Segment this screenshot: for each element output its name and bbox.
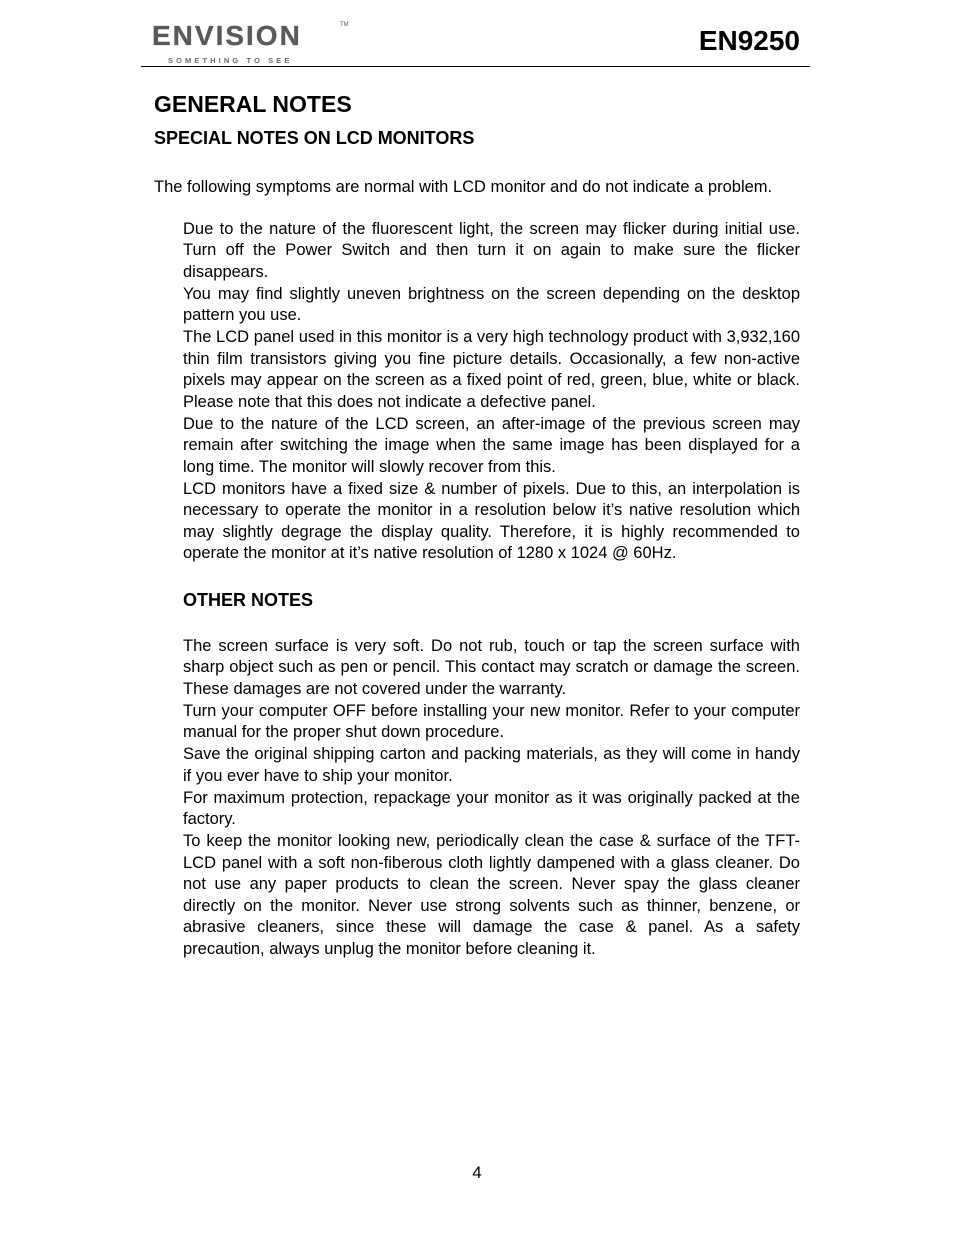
list-item: For maximum protection, repackage your monitor as it was originally packed at the factory.: [183, 788, 800, 828]
other-notes-list: [183, 636, 800, 961]
list-item: You may find slightly uneven brightness on the screen depending on the desktop pattern you use.: [183, 284, 800, 324]
lcd-notes-list: [183, 219, 800, 565]
list-item: LCD monitors have a fixed size & number of pixels. Due to this, an interpolation is necessary to operate the monitor in a resolution below it’s native resolution which may slightly degrage the display quality. Therefore, it is highly recommended to operate the monitor at it’s native resolution of 1280 x 1024 @ 60Hz.: [183, 479, 800, 562]
section-intro: The following symptoms are normal with LCD monitor and do not indicate a problem.: [154, 178, 773, 196]
page-content: [154, 88, 800, 961]
list-item: The screen surface is very soft. Do not rub, touch or tap the screen surface with sharp object such as pen or pencil. This contact may scratch or damage the screen. These damages are not covered under the warranty.: [183, 636, 800, 698]
model-number: EN9250: [698, 25, 800, 56]
list-item: The LCD panel used in this monitor is a very high technology product with 3,932,160 thin film transistors giving you fine picture details. Occasionally, a few non-active pixels may appear on the screen as a fixed point of red, green, blue, white or black. Please note that this does not indicate a defective panel.: [183, 328, 800, 411]
envision-logo: [152, 20, 352, 66]
logo-trademark: TM: [340, 22, 349, 28]
page-header: [141, 16, 810, 67]
list-item: Turn your computer OFF before installing your new monitor. Refer to your computer manual for the proper shut down procedure.: [183, 701, 800, 741]
section-heading-other: OTHER NOTES: [183, 589, 314, 610]
list-item: Save the original shipping carton and packing materials, as they will come in handy if you ever have to ship your monitor.: [183, 745, 800, 785]
page-title: GENERAL NOTES: [154, 91, 352, 117]
section-heading-lcd: SPECIAL NOTES ON LCD MONITORS: [154, 128, 475, 148]
list-item: Due to the nature of the fluorescent light, the screen may flicker during initial use. Turn off the Power Switch and then turn it on again to make sure the flicker disappears.: [183, 219, 800, 281]
list-item: To keep the monitor looking new, periodically clean the case & surface of the TFT-LCD panel with a soft non-fiberous cloth lightly dampened with a glass cleaner. Do not use any paper products to clean the screen. Never spay the glass cleaner directly on the monitor. Never use strong solvents such as thinner, benzene, or abrasive cleaners, since these will damage the case & panel. As a safety precaution, always unplug the monitor before cleaning it.: [183, 832, 800, 958]
logo-wordmark: ENVISION: [152, 20, 302, 51]
logo-tagline: SOMETHING TO SEE: [168, 56, 293, 65]
page-number: 4: [472, 1163, 482, 1182]
list-item: Due to the nature of the LCD screen, an after-image of the previous screen may remain after switching the image when the same image has been displayed for a long time. The monitor will slowly recover from this.: [183, 414, 800, 476]
